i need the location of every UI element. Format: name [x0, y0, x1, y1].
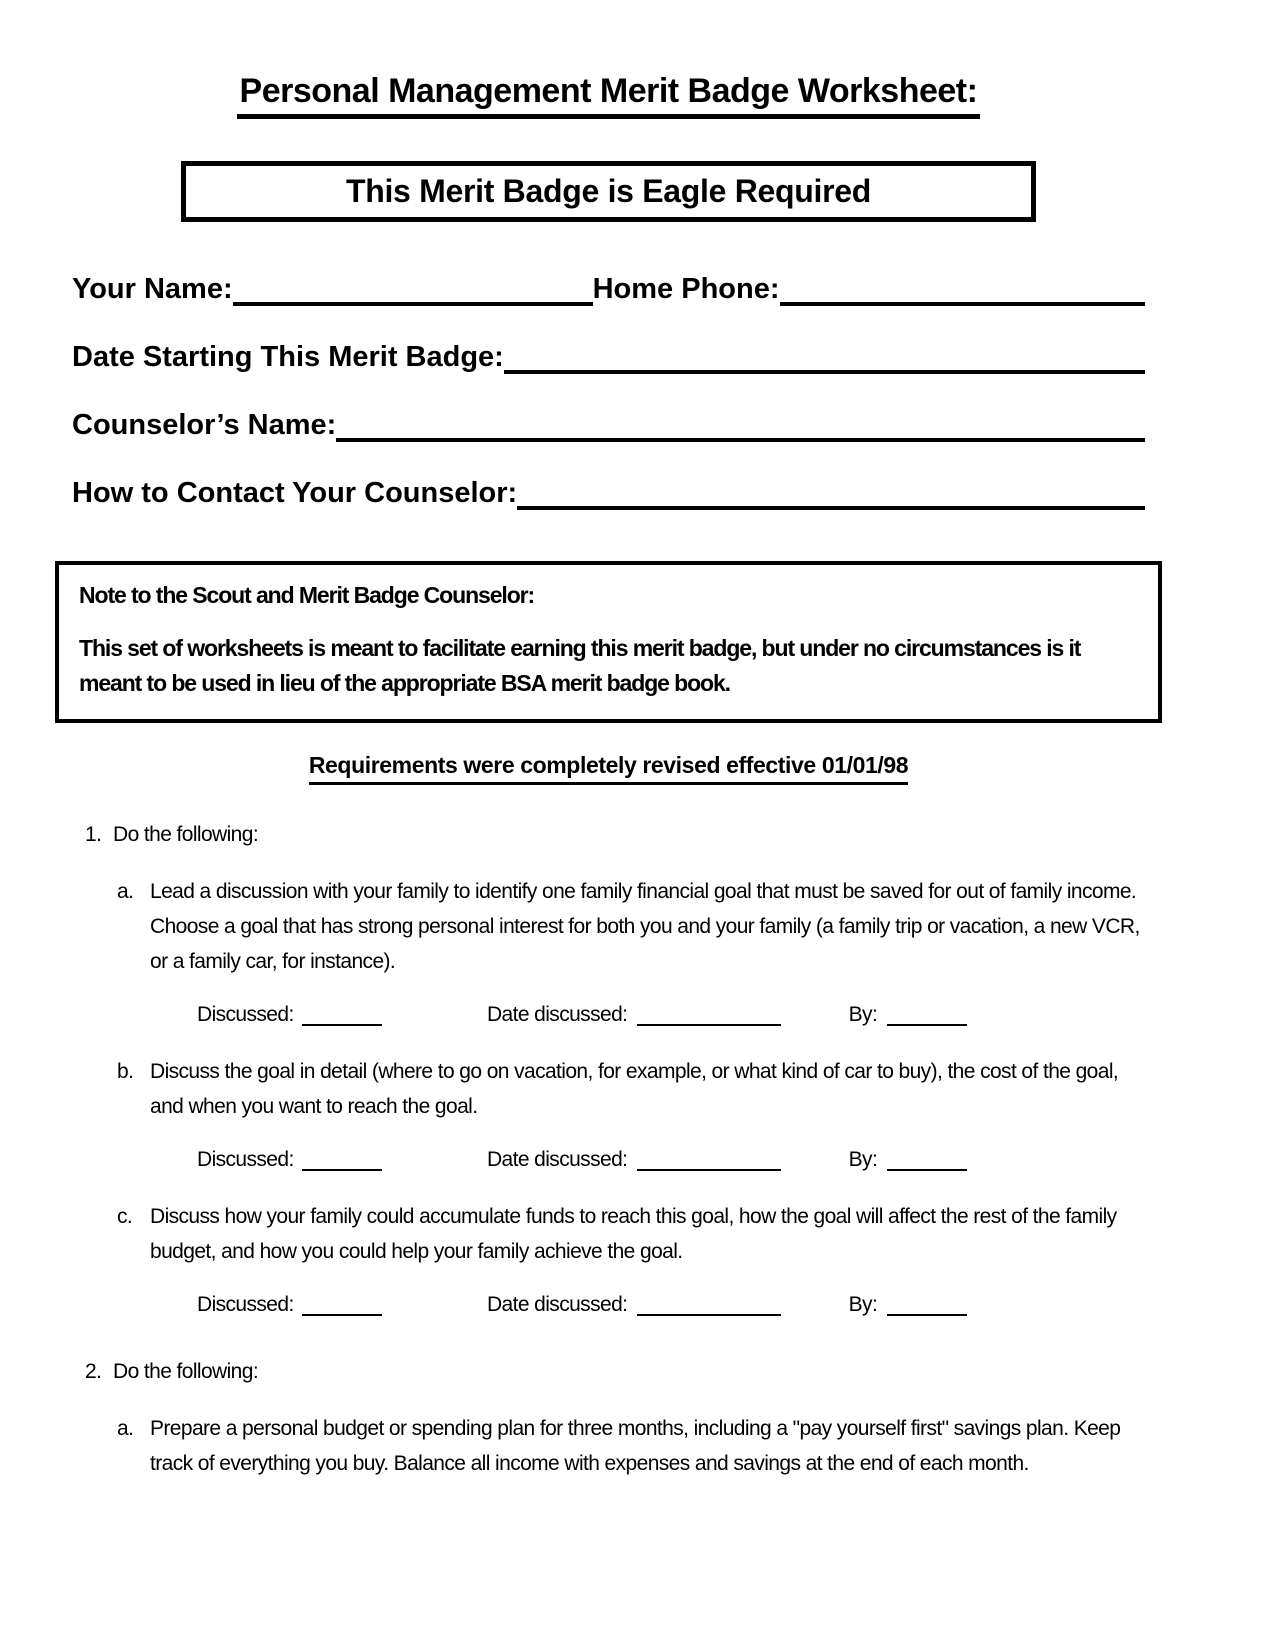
requirement-1: [72, 817, 1145, 852]
page-title: Personal Management Merit Badge Worksheet:: [237, 72, 981, 119]
requirement-1b-text: Discuss the goal in detail (where to go on vacation, for example, or what kind of car to buy), the cost of the goal, and when you want to reach the goal.: [150, 1060, 1119, 1118]
your-name-input-line[interactable]: [233, 268, 593, 306]
discussed-row-1c: [72, 1287, 1145, 1322]
requirement-1b-letter: b.: [117, 1060, 134, 1083]
requirement-1-text: Do the following:: [113, 823, 259, 846]
requirement-1-number: 1.: [85, 823, 102, 846]
note-heading: Note to the Scout and Merit Badge Counselor:: [79, 582, 535, 608]
requirement-2-number: 2.: [85, 1360, 102, 1383]
counselor-name-label: Counselor’s Name:: [72, 409, 337, 441]
eagle-required-banner: [181, 161, 1036, 222]
contact-counselor-input-line[interactable]: [517, 472, 1145, 510]
discussed-row-1b: [72, 1142, 1145, 1177]
note-body: This set of worksheets is meant to facilitate earning this merit badge, but under no circumstances is it meant to be used in lieu of the appropriate BSA merit badge book.: [79, 635, 1081, 696]
by-blank[interactable]: [887, 1296, 967, 1316]
requirement-2: [72, 1354, 1145, 1389]
discussed-row-1a: [72, 997, 1145, 1032]
name-phone-row: [72, 266, 1145, 306]
by-label: By:: [848, 1003, 878, 1026]
discussed-blank[interactable]: [302, 1006, 382, 1026]
discussed-label: Discussed:: [197, 1148, 294, 1171]
eagle-required-banner-text: This Merit Badge is Eagle Required: [345, 173, 872, 209]
date-discussed-label: Date discussed:: [486, 1293, 628, 1316]
date-starting-input-line[interactable]: [504, 336, 1145, 374]
discussed-label: Discussed:: [197, 1293, 294, 1316]
requirement-2a: [72, 1411, 1145, 1481]
discussed-blank[interactable]: [302, 1151, 382, 1171]
discussed-blank[interactable]: [302, 1296, 382, 1316]
requirement-1a: [72, 874, 1145, 979]
counselor-name-input-line[interactable]: [336, 404, 1145, 442]
requirement-1c-text: Discuss how your family could accumulate funds to reach this goal, how the goal will affect the rest of the family budget, and how you could help your family achieve the goal.: [150, 1205, 1117, 1263]
discussed-label: Discussed:: [197, 1003, 294, 1026]
home-phone-label: Home Phone:: [592, 273, 780, 305]
contact-counselor-row: [72, 470, 1145, 510]
date-starting-label: Date Starting This Merit Badge:: [72, 341, 504, 373]
counselor-note-box: [55, 561, 1162, 723]
your-name-label: Your Name:: [72, 273, 233, 305]
date-discussed-label: Date discussed:: [486, 1148, 628, 1171]
requirements-heading-row: [72, 751, 1145, 785]
date-discussed-label: Date discussed:: [486, 1003, 628, 1026]
requirement-1a-letter: a.: [117, 880, 134, 903]
requirement-1b: [72, 1054, 1145, 1124]
requirement-2-text: Do the following:: [113, 1360, 259, 1383]
requirement-2a-text: Prepare a personal budget or spending plan for three months, including a "pay yourself first" savings plan. Keep track of everything you buy. Balance all income with expenses and savings at the end of each month.: [150, 1417, 1121, 1475]
date-discussed-blank[interactable]: [637, 1151, 781, 1171]
date-discussed-blank[interactable]: [637, 1296, 781, 1316]
requirements-heading: Requirements were completely revised effective 01/01/98: [309, 751, 908, 785]
by-label: By:: [848, 1148, 878, 1171]
requirement-2a-letter: a.: [117, 1417, 134, 1440]
date-starting-row: [72, 334, 1145, 374]
title-row: [72, 72, 1145, 119]
requirement-1c-letter: c.: [117, 1205, 133, 1228]
date-discussed-blank[interactable]: [637, 1006, 781, 1026]
contact-counselor-label: How to Contact Your Counselor:: [72, 477, 518, 509]
by-blank[interactable]: [887, 1151, 967, 1171]
by-blank[interactable]: [887, 1006, 967, 1026]
requirement-1a-text: Lead a discussion with your family to identify one family financial goal that must be saved for out of family income. Choose a goal that has strong personal interest for both you and your family (a family trip or vacation, a new VCR, or a family car, for instance).: [150, 880, 1140, 973]
counselor-name-row: [72, 402, 1145, 442]
requirement-1c: [72, 1199, 1145, 1269]
by-label: By:: [848, 1293, 878, 1316]
home-phone-input-line[interactable]: [780, 268, 1145, 306]
